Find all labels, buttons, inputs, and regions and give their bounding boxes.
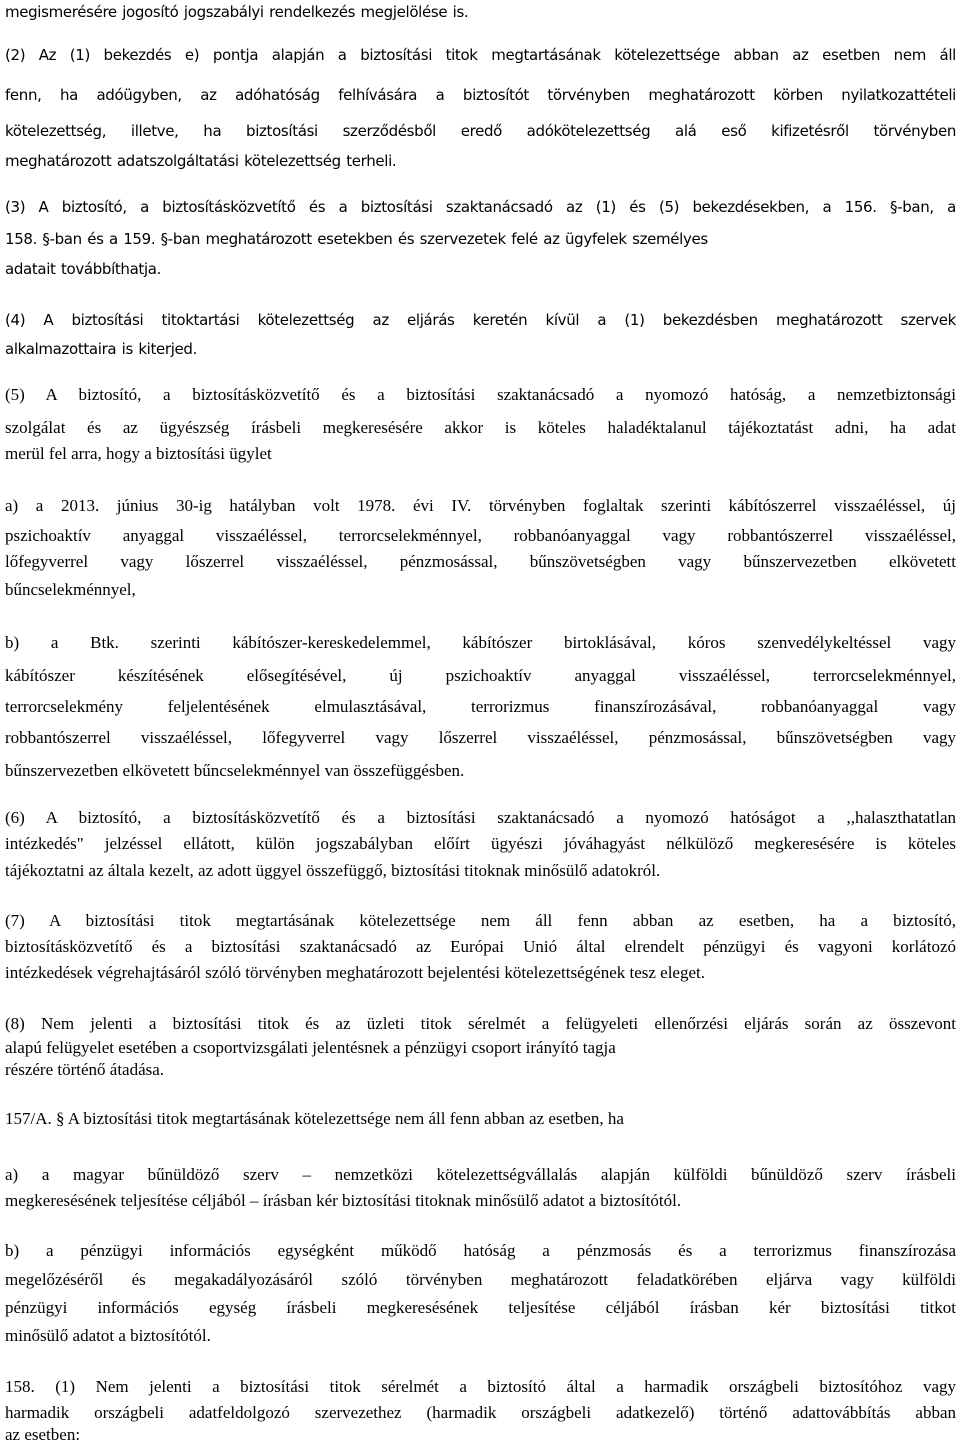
text-line: megkeresésének teljesítése céljából – írásban kér biztosítási titoknak minősülő adatot a biztosítótól. bbox=[5, 1191, 682, 1210]
text-line: (7) A biztosítási titok megtartásának kötelezettsége nem áll fenn abban az esetben, ha a biztosító, bbox=[5, 911, 956, 930]
text-line: 157/A. § A biztosítási titok megtartásának kötelezettsége nem áll fenn abban az esetben, ha bbox=[5, 1109, 624, 1128]
text-line: (5) A biztosító, a biztosításközvetítő és a biztosítási szaktanácsadó a nyomozó hatóság, a nemzetbiztonsági bbox=[5, 385, 956, 404]
text-line: szolgálat és az ügyészség írásbeli megkeresésére akkor is köteles haladéktalanul tájékoztatást adni, ha adat bbox=[5, 418, 956, 437]
text-line: intézkedések végrehajtásáról szóló törvényben meghatározott bejelentési kötelezettségének tesz eleget. bbox=[5, 963, 705, 982]
text-line: adatait továbbíthatja. bbox=[5, 260, 162, 278]
text-line: merül fel arra, hogy a biztosítási ügylet bbox=[5, 444, 272, 463]
text-line: alkalmazottaira is kiterjed. bbox=[5, 340, 198, 358]
text-line: tájékoztatni az általa kezelt, az adott üggyel összefüggő, biztosítási titoknak minősülő adatokról. bbox=[5, 861, 661, 880]
text-line: pszichoaktív anyaggal visszaéléssel, terrorcselekménnyel, robbanóanyaggal vagy robbantószerrel visszaéléssel, bbox=[5, 526, 956, 545]
text-line: kötelezettség, illetve, ha biztosítási szerződésből eredő adókötelezettség alá eső kifizetésről törvényben bbox=[5, 122, 956, 140]
text-line: részére történő átadása. bbox=[5, 1060, 165, 1079]
text-line: pénzügyi információs egység írásbeli megkeresésének teljesítése céljából írásban kér biztosítási titkot bbox=[5, 1298, 956, 1317]
text-line: bűnszervezetben elkövetett bűncselekménnyel van összefüggésben. bbox=[5, 761, 465, 780]
text-line: terrorcselekmény feljelentésének elmulasztásával, terrorizmus finanszírozásával, robbanóanyaggal vagy bbox=[5, 697, 956, 716]
text-line: b) a Btk. szerinti kábítószer-kereskedelemmel, kábítószer birtoklásával, kóros szenvedélykeltéssel vagy bbox=[5, 633, 956, 652]
text-line: alapú felügyelet esetében a csoportvizsgálati jelentésnek a pénzügyi csoport irányító tagja bbox=[5, 1038, 616, 1057]
text-line: megismerésére jogosító jogszabályi rendelkezés megjelölése is. bbox=[5, 3, 469, 21]
text-line: (8) Nem jelenti a biztosítási titok és az üzleti titok sérelmét a felügyeleti ellenőrzési eljárás során az összevont bbox=[5, 1014, 956, 1033]
text-line: a) a magyar bűnüldöző szerv – nemzetközi kötelezettségvállalás alapján külföldi bűnüldöző szerv írásbeli bbox=[5, 1165, 956, 1184]
text-line: meghatározott adatszolgáltatási kötelezettség terheli. bbox=[5, 152, 397, 170]
text-line: (3) A biztosító, a biztosításközvetítő és a biztosítási szaktanácsadó az (1) és (5) bekezdésekben, a 156. §-ban, a bbox=[5, 198, 956, 216]
text-line: az esetben: bbox=[5, 1425, 81, 1444]
text-line: (4) A biztosítási titoktartási kötelezettség az eljárás keretén kívül a (1) bekezdésben meghatározott szervek bbox=[5, 311, 956, 329]
text-line: b) a pénzügyi információs egységként működő hatóság a pénzmosás és a terrorizmus finanszírozása bbox=[5, 1241, 956, 1260]
text-line: biztosításközvetítő és a biztosítási szaktanácsadó az Európai Unió által elrendelt pénzügyi és vagyoni korlátozó bbox=[5, 937, 956, 956]
text-line: harmadik országbeli adatfeldolgozó szervezethez (harmadik országbeli adatkezelő) történő adattovábbítás abban bbox=[5, 1403, 956, 1422]
text-line: 158. §-ban és a 159. §-ban meghatározott esetekben és szervezetek felé az ügyfelek személyes bbox=[5, 230, 708, 248]
text-line: fenn, ha adóügyben, az adóhatóság felhívására a biztosítót törvényben meghatározott körben nyilatkozattételi bbox=[5, 86, 956, 104]
text-line: (2) Az (1) bekezdés e) pontja alapján a biztosítási titok megtartásának kötelezettsége abban az esetben nem áll bbox=[5, 46, 956, 64]
text-line: robbantószerrel visszaéléssel, lőfegyverrel vagy lőszerrel visszaéléssel, pénzmosással, bűnszövetségben vagy bbox=[5, 728, 956, 747]
text-line: 158. (1) Nem jelenti a biztosítási titok sérelmét a biztosító által a harmadik országbeli biztosítóhoz vagy bbox=[5, 1377, 956, 1396]
text-line: lőfegyverrel vagy lőszerrel visszaéléssel, pénzmosással, bűnszövetségben vagy bűnszervezetben elkövetett bbox=[5, 552, 956, 571]
text-line: a) a 2013. június 30-ig hatályban volt 1978. évi IV. törvényben foglaltak szerinti kábítószerrel visszaéléssel, új bbox=[5, 496, 956, 515]
text-line: (6) A biztosító, a biztosításközvetítő és a biztosítási szaktanácsadó a nyomozó hatóságot a ,,halaszthatatlan bbox=[5, 808, 956, 827]
text-line: intézkedés" jelzéssel ellátott, külön jogszabályban előírt ügyészi jóváhagyást nélkülöző megkeresésére is köteles bbox=[5, 834, 956, 853]
text-line: megelőzéséről és megakadályozásáról szóló törvényben meghatározott feladatkörében eljárva vagy külföldi bbox=[5, 1270, 956, 1289]
text-line: minősülő adatot a biztosítótól. bbox=[5, 1326, 211, 1345]
text-line: bűncselekménnyel, bbox=[5, 580, 136, 599]
text-line: kábítószer készítésének elősegítésével, új pszichoaktív anyaggal visszaéléssel, terrorcselekménnyel, bbox=[5, 666, 956, 685]
